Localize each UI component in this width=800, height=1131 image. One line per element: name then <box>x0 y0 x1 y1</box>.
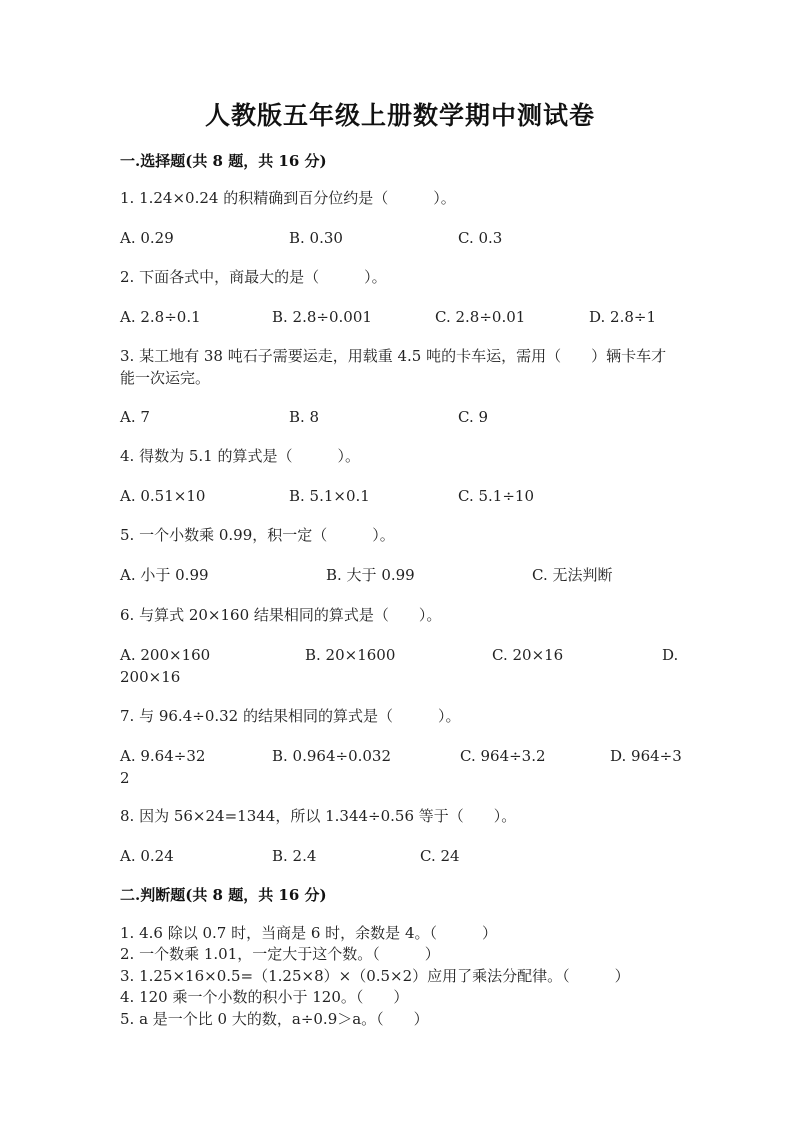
question-option: B. 5.1×0.1 <box>289 487 370 505</box>
question-option: A. 0.29 <box>120 229 174 247</box>
question-option: C. 5.1÷10 <box>458 487 534 505</box>
page-title: 人教版五年级上册数学期中测试卷 <box>204 101 595 130</box>
question-option: A. 9.64÷32 <box>120 747 206 765</box>
question-option-wrap: 200×16 <box>120 668 181 686</box>
question-stem: 6. 与算式 20×160 结果相同的算式是（ ）。 <box>120 606 442 624</box>
question-stem: 5. 一个小数乘 0.99，积一定（ ）。 <box>120 526 395 544</box>
question-option: C. 24 <box>420 847 460 865</box>
question-option: D. 2.8÷1 <box>589 308 656 326</box>
section-heading-judgement: 二.判断题(共 8 题，共 16 分) <box>120 886 327 904</box>
question-option: B. 20×1600 <box>305 646 396 664</box>
question-option: B. 0.964÷0.032 <box>272 747 392 765</box>
question-option: A. 0.51×10 <box>120 487 206 505</box>
question-option: C. 964÷3.2 <box>460 747 546 765</box>
judgement-item: 3. 1.25×16×0.5=（1.25×8）×（0.5×2）应用了乘法分配律。（ ） <box>120 967 630 985</box>
judgement-item: 4. 120 乘一个小数的积小于 120。（ ） <box>120 988 409 1006</box>
question-stem: 2. 下面各式中，商最大的是（ ）。 <box>120 268 387 286</box>
question-stem: 3. 某工地有 38 吨石子需要运走，用载重 4.5 吨的卡车运，需用（ ）辆卡车才能一次运完。 <box>120 347 667 387</box>
question-option: A. 0.24 <box>120 847 174 865</box>
question-option: C. 9 <box>458 408 489 426</box>
question-option: D. <box>662 646 679 664</box>
question-option: A. 7 <box>120 408 150 426</box>
judgement-item: 2. 一个数乘 1.01，一定大于这个数。（ ） <box>120 945 440 963</box>
question-stem: 8. 因为 56×24=1344，所以 1.344÷0.56 等于（ ）。 <box>120 807 517 825</box>
question-option: C. 2.8÷0.01 <box>435 308 526 326</box>
judgement-item: 5. a 是一个比 0 大的数，a÷0.9＞a。（ ） <box>120 1010 429 1028</box>
question-stem: 7. 与 96.4÷0.32 的结果相同的算式是（ ）。 <box>120 707 461 725</box>
question-option: B. 0.30 <box>289 229 343 247</box>
judgement-item: 1. 4.6 除以 0.7 时，当商是 6 时，余数是 4。（ ） <box>120 924 497 942</box>
section-heading-choice: 一.选择题(共 8 题，共 16 分) <box>120 152 327 170</box>
question-stem: 1. 1.24×0.24 的积精确到百分位约是（ ）。 <box>120 189 456 207</box>
question-option: A. 2.8÷0.1 <box>120 308 201 326</box>
question-stem: 4. 得数为 5.1 的算式是（ ）。 <box>120 447 360 465</box>
question-option: C. 0.3 <box>458 229 503 247</box>
question-option: C. 无法判断 <box>532 566 613 584</box>
question-option: B. 2.4 <box>272 847 317 865</box>
question-option: B. 大于 0.99 <box>326 566 415 584</box>
question-option: A. 小于 0.99 <box>120 566 209 584</box>
question-option: B. 8 <box>289 408 320 426</box>
question-option: B. 2.8÷0.001 <box>272 308 372 326</box>
question-option: D. 964÷3 <box>610 747 682 765</box>
question-option-wrap: 2 <box>120 769 130 787</box>
question-option: C. 20×16 <box>492 646 564 664</box>
question-option: A. 200×160 <box>120 646 211 664</box>
